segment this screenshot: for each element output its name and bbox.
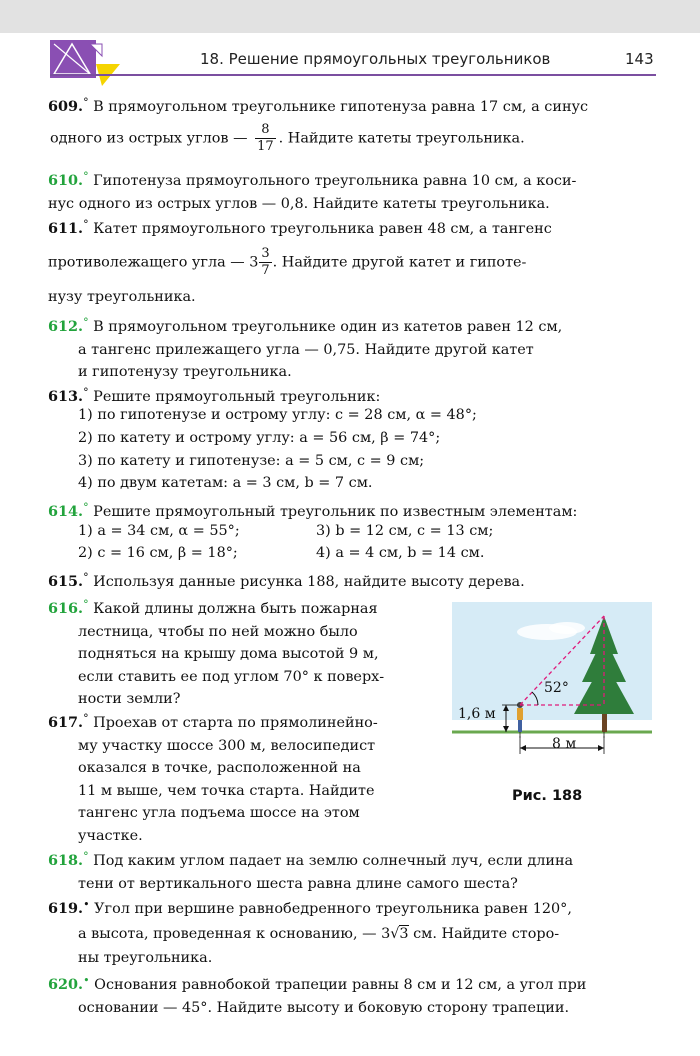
problem-number: 617. — [48, 714, 84, 731]
distance-label: 8 м — [552, 736, 577, 752]
viewer-top-bar — [0, 0, 700, 34]
problem-number: 615. — [48, 573, 84, 590]
problem-number: 619. — [48, 900, 84, 917]
chapter-logo-icon — [50, 38, 120, 90]
figure-caption: Рис. 188 — [512, 788, 583, 804]
problem-number: 618. — [48, 852, 84, 869]
problem-617: 617.° Проехав от старта по прямолинейно- му участку шоссе 300 м, велосипедист оказался в точке, расположенной на 11 м выше, чем точка старта. Найдите тангенс угла подъема шоссе на этом участке. — [48, 712, 378, 844]
problem-number: 620. — [48, 976, 84, 993]
problem-609-line2: одного из острых углов — $\frac{8}{17}$ . Найдите катеты треугольника. — [50, 122, 525, 154]
problem-611-line2: противолежащего угла — 3 $\frac{3}{7}$ . Найдите другой катет и гипоте- — [48, 246, 527, 278]
problem-number: 609. — [48, 98, 84, 115]
mixed-number: 3 $\frac{3}{7}$ — [249, 246, 270, 278]
problem-number: 611. — [48, 220, 84, 237]
problem-number: 612. — [48, 318, 84, 335]
problem-number: 616. — [48, 600, 84, 617]
problem-614-item-1: 1) a = 34 см, α = 55°; — [78, 523, 240, 539]
problem-number: 614. — [48, 503, 84, 520]
problem-613-item-3: 3) по катету и гипотенузе: a = 5 см, c = 9 см; — [78, 453, 425, 469]
problem-613-item-1: 1) по гипотенузе и острому углу: c = 28 см, α = 48°; — [78, 407, 477, 423]
problem-613: 613.° Решите прямоугольный треугольник: — [48, 386, 381, 405]
problem-614: 614.° Решите прямоугольный треугольник по известным элементам: — [48, 501, 578, 520]
problem-620: 620.• Основания равнобокой трапеции равны 8 см и 12 см, а угол при основании — 45°. Найдите высоту и боковую сторону трапеции. — [48, 974, 587, 1016]
height-label: 1,6 м — [458, 706, 496, 722]
problem-618: 618.° Под каким углом падает на землю солнечный луч, если длина тени от вертикального шеста равна длине самого шеста? — [48, 850, 574, 892]
problem-619: 619.• Угол при вершине равнобедренного треугольника равен 120°, а высота, проведенная к основанию, — 3√3 см. Найдите сторо- ны треугольника. — [48, 898, 572, 966]
problem-611: 611.° Катет прямоугольного треугольника равен 48 см, а тангенс — [48, 218, 552, 237]
problem-number: 610. — [48, 172, 84, 189]
running-header-title: 18. Решение прямоугольных треугольников — [200, 50, 551, 68]
problem-610: 610.° Гипотенуза прямоугольного треугольника равна 10 см, а коси- нус одного из острых углов — 0,8. Найдите катеты треугольника. — [48, 170, 577, 212]
problem-609: 609.° В прямоугольном треугольнике гипотенуза равна 17 см, а синус — [48, 96, 589, 115]
page-number: 143 — [625, 50, 654, 68]
problem-612: 612.° В прямоугольном треугольнике один из катетов равен 12 см, а тангенс прилежащего угла — 0,75. Найдите другой катет и гипотенузу треугольника. — [48, 316, 563, 380]
sqrt-symbol: √ — [390, 925, 400, 942]
header-rule — [50, 74, 656, 76]
problem-613-item-2: 2) по катету и острому углу: a = 56 см, β = 74°; — [78, 430, 441, 446]
problem-616: 616.° Какой длины должна быть пожарная лестница, чтобы по ней можно было подняться на крышу дома высотой 9 м, если ставить ее под углом 70° к поверх- ности земли? — [48, 598, 385, 707]
angle-label: 52° — [544, 680, 569, 696]
problem-614-item-4: 4) a = 4 см, b = 14 см. — [316, 545, 485, 561]
problem-614-item-3: 3) b = 12 см, c = 13 см; — [316, 523, 494, 539]
problem-number: 613. — [48, 388, 84, 405]
problem-613-item-4: 4) по двум катетам: a = 3 см, b = 7 см. — [78, 475, 373, 491]
problem-615: 615.° Используя данные рисунка 188, найдите высоту дерева. — [48, 571, 525, 590]
problem-611-line3: нузу треугольника. — [48, 289, 196, 305]
problem-614-item-2: 2) c = 16 см, β = 18°; — [78, 545, 238, 561]
fraction: $\frac{8}{17}$ — [257, 122, 274, 154]
